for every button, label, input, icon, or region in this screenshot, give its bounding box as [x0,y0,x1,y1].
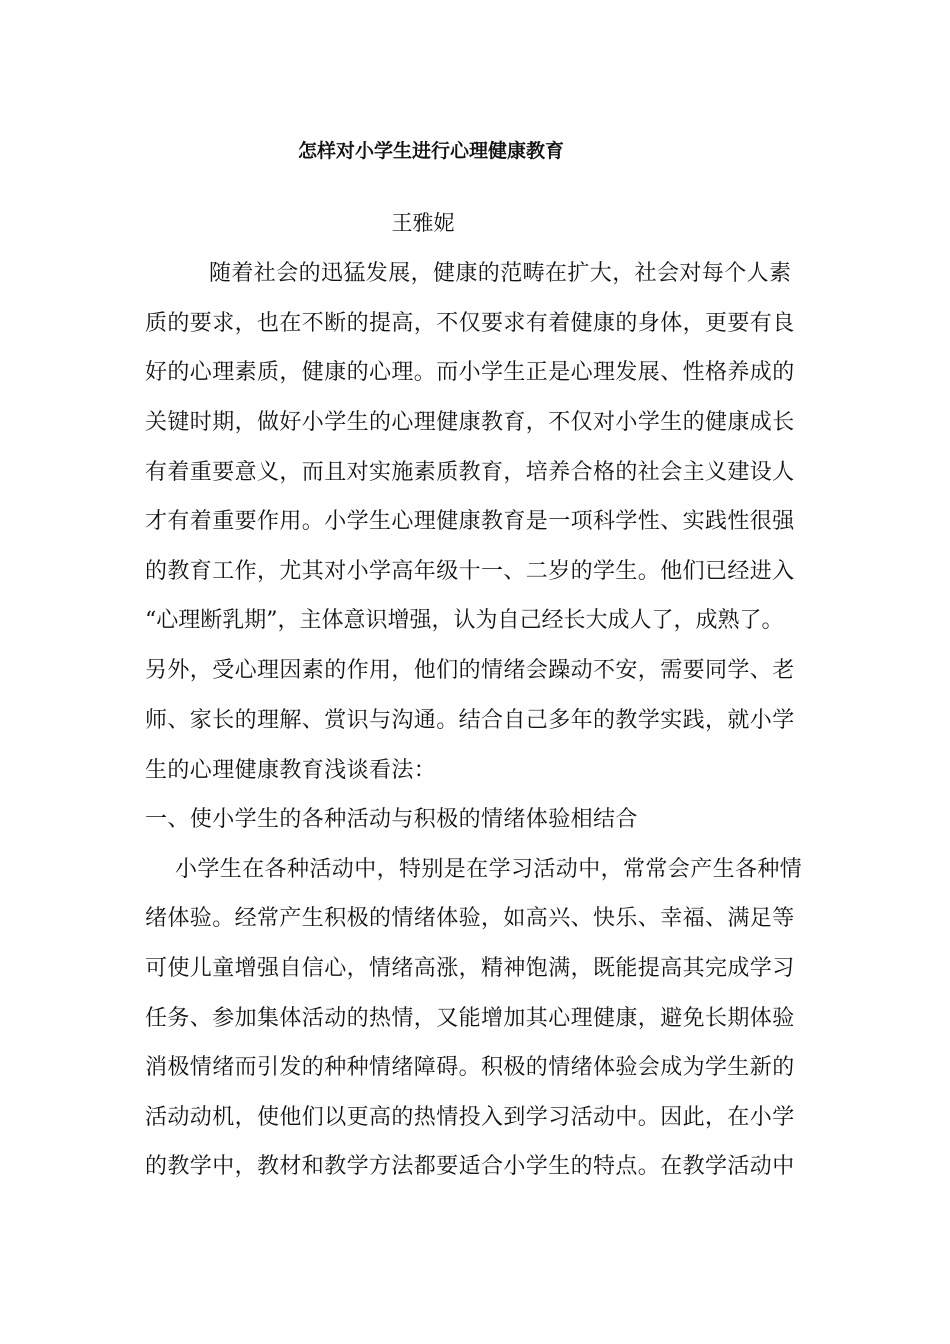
body-line: 小学生在各种活动中，特别是在学习活动中，常常会产生各种情 [175,857,803,882]
document-author: 王雅妮 [391,211,455,235]
body-line: 好的心理素质，健康的心理。而小学生正是心理发展、性格养成的 [145,360,795,385]
body-line: “心理断乳期”，主体意识增强，认为自己经长大成人了，成熟了。 [145,608,784,633]
body-line: 有着重要意义，而且对实施素质教育，培养合格的社会主义建设人 [145,460,795,485]
body-line: 任务、参加集体活动的热情，又能增加其心理健康，避免长期体验 [145,1006,795,1031]
body-line: 绪体验。经常产生积极的情绪体验，如高兴、快乐、幸福、满足等 [145,906,795,931]
body-line: 关键时期，做好小学生的心理健康教育，不仅对小学生的健康成长 [145,410,795,435]
body-line: 另外，受心理因素的作用，他们的情绪会躁动不安，需要同学、老 [145,658,795,683]
body-line: 的教育工作，尤其对小学高年级十一、二岁的学生。他们已经进入 [145,559,795,584]
body-line: 随着社会的迅猛发展，健康的范畴在扩大，社会对每个人素 [209,261,792,286]
body-line: 才有着重要作用。小学生心理健康教育是一项科学性、实践性很强 [145,509,795,534]
body-line: 的教学中，教材和教学方法都要适合小学生的特点。在教学活动中 [145,1154,795,1179]
body-line: 质的要求，也在不断的提高，不仅要求有着健康的身体，更要有良 [145,311,795,336]
body-line: 师、家长的理解、赏识与沟通。结合自己多年的教学实践，就小学 [145,708,795,733]
section-heading: 一、使小学生的各种活动与积极的情绪体验相结合 [145,807,638,832]
document-title: 怎样对小学生进行心理健康教育 [297,140,564,162]
body-line: 消极情绪而引发的种种情绪障碍。积极的情绪体验会成为学生新的 [145,1055,795,1080]
body-line: 可使儿童增强自信心，情绪高涨，精神饱满，既能提高其完成学习 [145,956,795,981]
body-line: 活动动机，使他们以更高的热情投入到学习活动中。因此，在小学 [145,1105,795,1130]
body-line: 生的心理健康教育浅谈看法： [145,758,437,783]
